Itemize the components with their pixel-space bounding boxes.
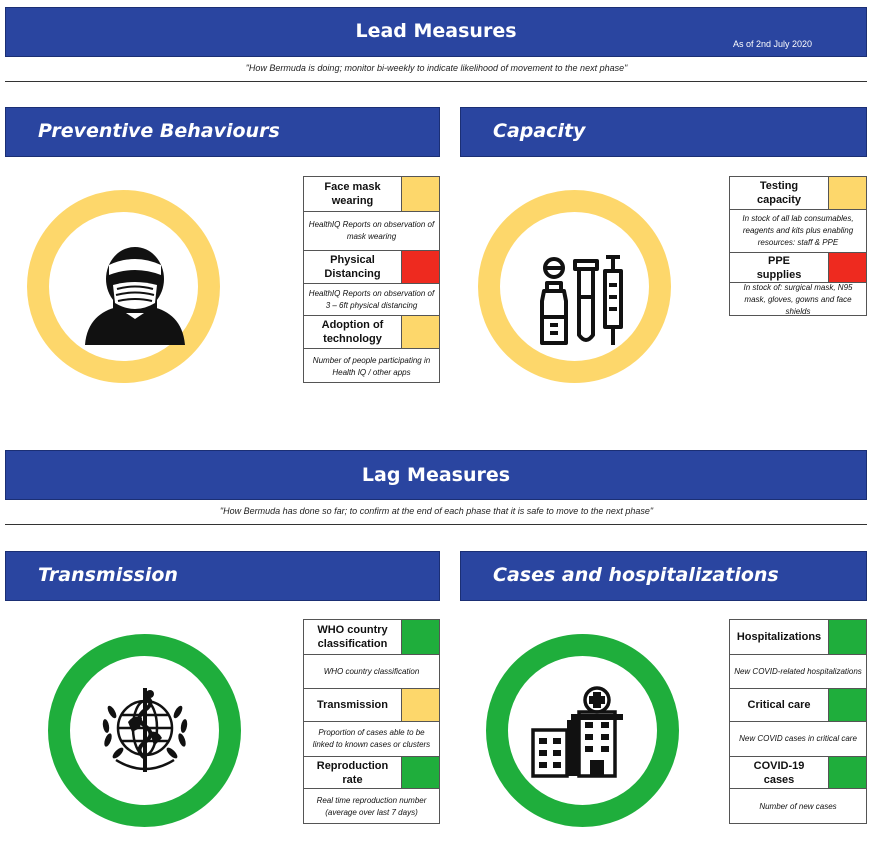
metric-description: HealthIQ Reports on observation of mask wearing (308, 220, 435, 241)
metric-desc-row (304, 722, 439, 757)
metric-row (304, 757, 439, 789)
metric-desc-row (304, 349, 439, 384)
lag-measures-title: Lag Measures (361, 464, 511, 486)
metric-row (304, 177, 439, 212)
metric-label: Testing capacity (756, 180, 802, 206)
capacity-header (460, 107, 867, 157)
lead-measures-subtitle: "How Bermuda is doing; monitor bi-weekly to indicate likelihood of movement to the next phase" (245, 63, 628, 73)
status-green (401, 757, 439, 788)
section-title: Preventive Behaviours (38, 120, 280, 142)
status-green (828, 689, 866, 721)
status-yellow (401, 689, 439, 721)
section-title: Capacity (493, 120, 586, 142)
status-green (401, 620, 439, 654)
as-of-date: As of 2nd July 2020 (733, 39, 813, 49)
metric-row (730, 177, 866, 210)
metric-description: Number of new cases (759, 802, 837, 811)
metric-label: Face mask wearing (324, 181, 381, 207)
divider (5, 81, 867, 82)
status-yellow (828, 177, 866, 209)
divider (5, 524, 867, 525)
metric-row (304, 251, 439, 284)
metric-desc-row (304, 284, 439, 316)
cases-hospitalizations-header (460, 551, 867, 601)
metric-desc-row (304, 212, 439, 251)
lead-measures-banner (5, 7, 867, 57)
cases-metrics-panel (729, 619, 867, 824)
metric-row (304, 316, 439, 349)
metric-description: Proportion of cases able to be linked to known cases or clusters (312, 728, 431, 749)
metric-row (304, 689, 439, 722)
metric-description: In stock of: surgical mask, N95 mask, gloves, gowns and face shields (743, 283, 853, 316)
hospital-icon (531, 684, 631, 778)
lead-measures-title: Lead Measures (355, 20, 517, 42)
lag-measures-banner (5, 450, 867, 500)
status-green (828, 757, 866, 788)
metric-label: Critical care (747, 699, 811, 711)
capacity-metrics-panel (729, 176, 867, 316)
metric-label: Transmission (317, 699, 388, 711)
status-green (828, 620, 866, 654)
metric-desc-row (730, 789, 866, 825)
metric-label: COVID-19 cases (753, 759, 805, 786)
metric-desc-row (730, 210, 866, 253)
section-title: Cases and hospitalizations (493, 564, 779, 586)
status-red (828, 253, 866, 282)
metric-description: Real time reproduction number (average over last 7 days) (316, 796, 427, 817)
transmission-metrics-panel (303, 619, 440, 824)
metric-label: Adoption of technology (321, 319, 384, 345)
metric-description: HealthIQ Reports on observation of 3 – 6ft physical distancing (308, 288, 435, 310)
metric-row (730, 253, 866, 283)
metric-description: New COVID cases in critical care (739, 734, 857, 743)
metric-desc-row (730, 722, 866, 757)
metric-description: Number of people participating in Health IQ / other apps (312, 355, 431, 377)
metric-description: In stock of all lab consumables, reagents and kits plus enabling resources: staff & PPE (742, 214, 854, 247)
metric-row (730, 620, 866, 655)
preventive-metrics-panel (303, 176, 440, 383)
metric-row (730, 689, 866, 722)
metric-desc-row (730, 283, 866, 317)
metric-desc-row (730, 655, 866, 689)
metric-label: Reproduction rate (316, 759, 389, 786)
who-emblem-icon (94, 682, 196, 778)
metric-desc-row (304, 655, 439, 689)
metric-row (304, 620, 439, 655)
metric-label: PPE supplies (756, 254, 802, 281)
status-yellow (401, 177, 439, 211)
metric-label: WHO country classification (317, 624, 388, 650)
metric-label: Physical Distancing (324, 254, 381, 280)
transmission-header (5, 551, 440, 601)
metric-description: WHO country classification (323, 666, 420, 676)
lag-measures-subtitle: "How Bermuda has done so far; to confirm at the end of each phase that it is safe to move to the next phase" (219, 506, 654, 516)
metric-row (730, 757, 866, 789)
status-red (401, 251, 439, 283)
status-yellow (401, 316, 439, 348)
lab-vials-syringe-icon (532, 255, 632, 347)
metric-desc-row (304, 789, 439, 825)
section-title: Transmission (38, 564, 178, 586)
metric-description: New COVID-related hospitalizations (734, 666, 862, 676)
metric-label: Hospitalizations (736, 631, 822, 643)
masked-person-icon (83, 245, 187, 345)
preventive-behaviours-header (5, 107, 440, 157)
